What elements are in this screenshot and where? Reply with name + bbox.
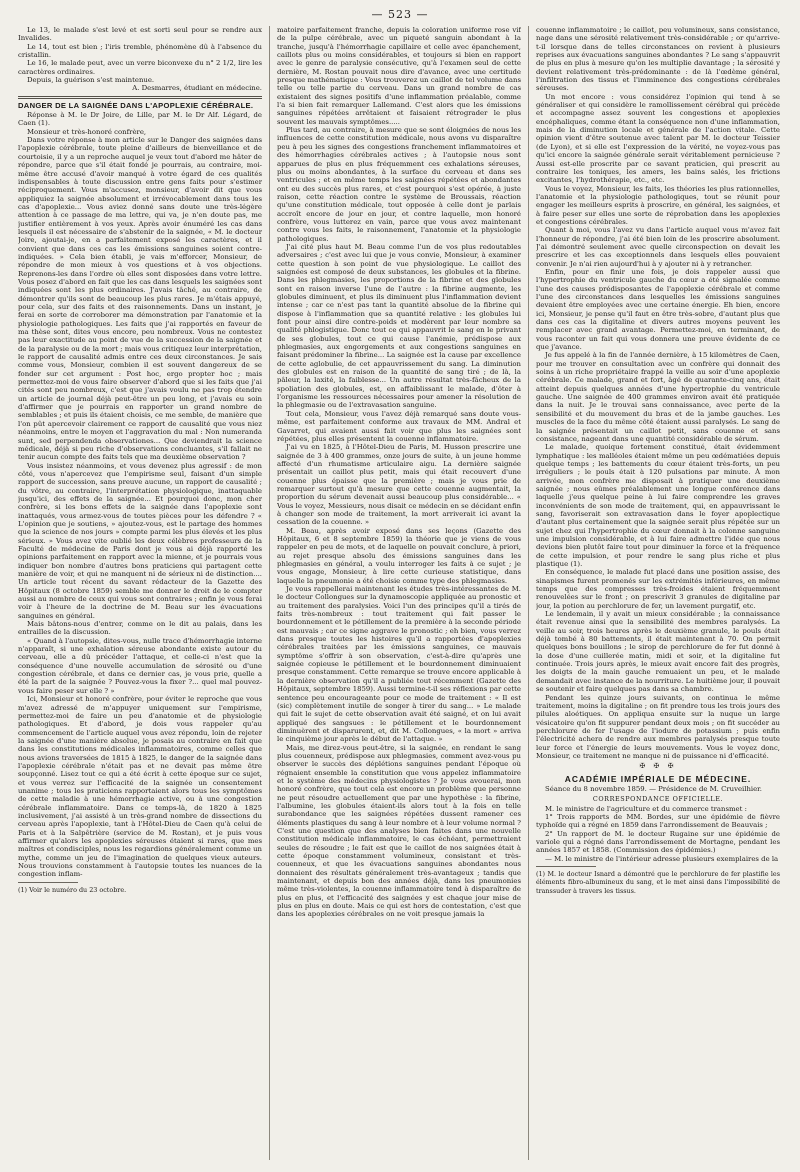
intro-paragraph: Le 16, le malade peut, avec un verre biconvexe du n° 2 1/2, lire les caractères ordinaires. xyxy=(18,59,262,76)
footnote: (1) Voir le numéro du 23 octobre. xyxy=(18,885,127,894)
ornament-divider: ✠ ✠ ✠ xyxy=(639,762,677,771)
body-paragraph: Je vous rappellerai maintenant les études très-intéressantes de M. le docteur Collongues sur la dynamoscopie appliquée au pronostic et au traitement des paralysies. Voici l'un des principes qu'il a tirés de faits très-nombreux : tout traitement qui fait passer le bourdonnement et le pétillement de la première à la seconde période est mauvais ; car ce signe aggrave le pronostic ; eh bien, vous verrez dans presque toutes les histoires qu'il a rapportées d'apoplexies cérébrales traitées par les émissions sanguines, ce mauvais symptôme s'offrir à son observation, c'est-à-dire qu'après une saignée copieuse le pétillement et le bourdonnement diminuaient presque constamment. Cette remarque se trouve encore applicable à la dernière observation qu'il a publiée tout récemment (Gazette des Hôpitaux, septembre 1859). Aussi termine-t-il ses réflexions par cette sentence peu encourageante pour ce mode de traitement : « Il est (sic) complètement inutile de songer à tirer du sang... » Le malade qui fait le sujet de cette observation avait été saigné, et on lui avait appliqué des sangsues : le pétillement et le bourdonnement diminuèrent et disparurent, et, dit M. Collongues, « la mort » arriva le cinquième jour après le début de l'attaque. » xyxy=(277,585,521,744)
intro-paragraph: Le 13, le malade s'est levé et est sorti seul pour se rendre aux Invalides. xyxy=(18,26,262,43)
section-rule xyxy=(18,96,262,99)
body-paragraph: Je fus appelé à la fin de l'année dernière, à 15 kilomètres de Caen, pour me trouver en consultation avec un confrère qui donnait des soins à un riche propriétaire frappé la veille au soir d'une apoplexie cérébrale. Ce malade, grand et fort, âgé de quarante-cinq ans, était atteint depuis quelques années d'une hypertrophie du ventricule gauche. Une saignée de 400 grammes environ avait été pratiquée dans la nuit. Je le trouvai sans connaissance, avec perte de la sensibilité et du mouvement du bras et de la jambe gauches. Les muscles de la face du même côté étaient aussi paralysés. Le sang de la saignée présentait un caillot petit, sans couenne et sans consistance, nageant dans une quantité considérable de sérum. xyxy=(536,351,780,443)
body-paragraph: Le malade, quoique fortement constitué, était évidemment lymphatique : les malléoles étaient même un peu œdématiées depuis quelque temps ; les battements du cœur étaient très-forts, un peu irréguliers ; le pouls était à 120 pulsations par minute. À mon arrivée, mon confrère me disposait à pratiquer une deuxième saignée ; nous eûmes préalablement une longue conférence dans laquelle j'eus quelque peine à lui faire comprendre les graves inconvénients de son mode de traitement, qui, en appauvrissant le sang, favoriserait son extravasation dans le foyer apoplectique d'autant plus certainement que la saignée serait plus répétée sur un sujet chez qui l'hypertrophie du cœur donnait à la colonne sanguine une impulsion considérable, et à lui faire admettre l'idée que nous devions bien plutôt faire tout pour diminuer la force et la fréquence de cette impulsion, et pour rendre le sang plus riche et plus plastique (1). xyxy=(536,443,780,568)
body-paragraph: M. Beau, après avoir exposé dans ses leçons (Gazette des Hôpitaux, 6 et 8 septembre 1859) la théorie que je viens de vous rappeler en peu de mots, et de laquelle on pouvait conclure, à priori, au rejet presque absolu des émissions sanguines dans les phlegmasies en général, a voulu interroger les faits à ce sujet ; je vous engage, Monsieur, à lire cette curieuse statistique, dans laquelle la pneumonie a été choisie comme type des phlegmasies. xyxy=(277,526,521,585)
column-divider xyxy=(269,26,270,1160)
body-paragraph: Vous insistez néanmoins, et vous devenez plus agressif : de mon côté, vous n'apercevez que l'empirisme seul, faisant d'un simple rapport de succession, sans preuve aucune, un rapport de causalité ; du vôtre, au contraire, l'interprétation physiologique, inattaquable jusqu'ici, des effets de la saignée... Et pourquoi donc, mon cher confrère, si les bons effets de la saignée dans l'apoplexie sont inattaqués, vous armez-vous de toutes pièces pour les défendre ? « L'opinion que je soutiens, » ajoutez-vous, est le partage des hommes que la science de nos jours » compte parmi les plus élevés et les plus sérieux. » Vous avez vite oublié les deux célèbres professeurs de la Faculté de médecine de Paris dont je vous ai déjà rapporté les opinions parfaitement en rapport avec la mienne, et je pourrais vous indiquer bon nombre d'autres bons praticiens qui partagent cette manière de voir, et qui ne manquent ni de sérieux ni de distinction.... Un article tout récent du savant rédacteur de la Gazette des Hôpitaux (8 octobre 1859) semble me donner le droit de le compter aussi au nombre de ceux qui vous sont contraires ; enfin je vous ferai voir à l'heure de la doctrine de M. Beau sur les évacuations sanguines en général. xyxy=(18,461,262,620)
body-paragraph: Un mot encore : vous considérez l'opinion qui tend à se généraliser et qui considère le ramollissement cérébral qui précède et accompagne assez souvent les congestions et apoplexies encéphaliques, comme étant la conséquence non d'une inflammation, mais de la diminution locale et générale de l'action vitale. Cette opinion vient d'être soutenue avec talent par M. le docteur Teissier (de Lyon), et si elle est l'expression de la vérité, ne voyez-vous pas qu'ici encore la saignée générale serait véritablement pernicieuse ? Aussi est-elle proscrite par ce savant praticien, qui prescrit au contraire les toniques, les amers, les bains salés, les frictions excitantes, l'hydrothérapie, etc., etc. xyxy=(536,92,780,185)
body-paragraph: Enfin, pour en finir une fois, je dois rappeler aussi que l'hypertrophie du ventricule gauche du cœur a été signalée comme l'une des causes prédisposantes de l'apoplexie cérébrale et comme l'une des circonstances dans lesquelles les émissions sanguines devaient être employées avec une certaine énergie. Eh bien, encore ici, Monsieur, je pense qu'il faut en être très-sobre, d'autant plus que dans ces cas la digitaline et divers autres moyens peuvent les remplacer avec grand avantage. Permettez-moi, en terminant, de vous raconter un fait qui vous donnera une preuve évidente de ce que j'avance. xyxy=(536,267,780,352)
body-paragraph: Quant à moi, vous l'avez vu dans l'article auquel vous m'avez fait l'honneur de répondre, j'ai été bien loin de les proscrire absolument. J'ai démontré seulement avec quelle circonspection on devait les prescrire et les cas exceptionnels dans lesquels elles pouvaient convenir. Je n'ai rien aujourd'hui à y ajouter ni à y retrancher. xyxy=(536,226,780,268)
session-line: Séance du 8 novembre 1859. — Présidence de M. Cruveilhier. xyxy=(545,784,762,793)
correspondence-item: 2° Un rapport de M. le docteur Rugaine sur une épidémie de variole qui a régné dans l'arrondissement de Mortagne, pendant les années 1857 et 1858. (Commission des épidémies.) xyxy=(536,829,780,855)
body-paragraph: Mais bâtons-nous d'entrer, comme on le dit au palais, dans les entrailles de la discussion. xyxy=(18,620,262,637)
body-paragraph: Pendant les quinze jours suivants, on continua le même traitement, moins la digitaline ; on fit prendre tous les trois jours des pilules aloétiques. On appliqua ensuite sur la nuque un large vésicatoire qu'on fit suppurer pendant deux mois ; on fit succéder au perchlorure de fer l'usage de l'iodure de potassium ; puis enfin l'électricité achera de rendre aux membres paralysés presque toute leur force et l'énergie de leurs mouvements. Vous le voyez donc, Monsieur, ce traitement ne manque ni de puissance ni d'efficacité. xyxy=(536,693,780,760)
intro-paragraph: Depuis, la guérison s'est maintenue. xyxy=(27,76,155,85)
intro-signature: A. Desmarres, étudiant en médecine. xyxy=(132,84,262,93)
intro-paragraph: Le 14, tout est bien ; l'iris tremble, phénomène dû à l'absence du cristallin. xyxy=(18,42,262,60)
body-paragraph: Vous le voyez, Monsieur, les faits, les théories les plus rationnelles, l'anatomie et la physiologie pathologiques, tout se réunit pour engager les meilleurs esprits à proscrire, en général, les saignées, et à faire peser sur elles une sorte de réprobation dans les apoplexies et congestions cérébrales. xyxy=(536,184,780,226)
body-paragraph: Mais, me direz-vous peut-être, si la saignée, en rendant le sang plus couenneux, prédispose aux phlegmasies, comment avez-vous pu observer le succès des déplétions sanguines pendant l'époque où régnaient ensemble la constitution que vous appelez inflammatoire et le système des médecins physiologistes ? Je vous avouerai, mon honoré confrère, que tout cela est encore un problème que personne ne peut résoudre actuellement que par une hypothèse : la fibrine, l'albumine, les globules étaient-ils alors tout à la fois en telle surabondance que les saignées répétées dussent ramener ces éléments plastiques du sang à leur nombre et à leur volume normal ? C'est une question que des analyses bien faites dans une nouvelle constitution médicale inflammatoire, le cas échéant, permettraient seules de résoudre ; le fait est que le caillot de nos saignées était à cette époque constamment volumineux, consistant et très-couenneux, et que les évacuations sanguines abondantes nous donnaient des résultats généralement très-avantageux ; tandis que maintenant, et depuis bon des années déjà, dans les pneumonies même très-violentes, la couenne inflammatoire tend à disparaître de plus en plus, et l'efficacité des saignées y est chaque jour mise de plus en plus en doute. Mais ce qui est hors de contestation, c'est que dans les apoplexies cérébrales on ne voit presque jamais la xyxy=(277,743,521,919)
body-paragraph: Tout cela, Monsieur, vous l'avez déjà remarqué sans doute vous-même, est parfaitement conforme aux travaux de MM. Andral et Gavarret, qui avaient aussi fait voir que plus les saignées sont répétées, plus elles présentent la couenne inflammatoire. xyxy=(277,409,521,443)
column-left xyxy=(18,26,262,1160)
academy-heading: ACADÉMIE IMPÉRIALE DE MÉDECINE. xyxy=(564,773,752,784)
body-paragraph: J'ai cité plus haut M. Beau comme l'un de vos plus redoutables adversaires ; c'est avec lui que je vous convie, Monsieur, à examiner cette question à son point de vue physiologique. Le caillot des saignées est composé de deux substances, les globules et la fibrine. Dans les phlegmasies, les proportions de la fibrine et des globules sont en raison inverse l'une de l'autre : la fibrine augmente, les globules diminuent, et plus ils diminuent plus l'inflammation devient intense ; car ce n'est pas tant la quantité absolue de la fibrine qui dispose à l'inflammation que sa quantité relative : les globules lui font pour ainsi dire contre-poids et modèrent par leur nombre sa qualité phlogistique. Donc tout ce qui appauvrit le sang en le privant de ses globules, tout ce qui cause l'anémie, prédispose aux phlegmasies, aux engorgements et aux congestions sanguines en faisant prédominer la fibrine... La saignée est la cause par excellence de cette aglobulie, de cet appauvrissement du sang. La diminution des globules est en raison de la quantité de sang tiré ; de là, la pâleur, la laxité, la faiblesse... Un autre résultat très-fâcheux de la spoliation des globules, est, en affaiblissant le malade, d'ôter à l'organisme les ressources nécessaires pour amener la résolution de la phlegmasie ou de l'extravasation sanguine. xyxy=(277,242,521,410)
correspondence-item: 1° Trois rapports de MM. Bordes, sur une épidémie de fièvre typhoïde qui a régné en 1859 dans l'arrondissement de Beauvais ; xyxy=(536,812,780,830)
body-paragraph: Dans votre réponse à mon article sur le Danger des saignées dans l'apoplexie cérébrale, toute pleine d'ailleurs de bienveillance et de courtoisie, il y a un reproche auquel je veux tout d'abord me hâter de répondre, parce que s'il était fondé je pourrais, au contraire, moi-même être accusé d'avoir manqué à votre égard de ces qualités indispensables à toute discussion entre gens faits pour s'estimer réciproquement. Vous m'accusez, monsieur, d'avoir dit que vous appliquiez la saignée absolument et irrévocablement dans tous les cas d'apoplexie... Vous aviez donné sans doute une très-légère attention à ce passage de ma lettre, qui va, je n'en doute pas, me justifier entièrement à vos yeux. Après avoir énuméré les cas dans lesquels il est nécessaire de s'abstenir de la saignée, « M. le docteur Joire, ajoutai-je, en a parfaitement exposé les caractères, et il convient que dans ces cas les émissions sanguines soient contre-indiquées. » Cela bien établi, je vais m'efforcer, Monsieur, de répondre de mon mieux à vos questions et à vos objections. Reprenons-les dans l'ordre où elles sont disposées dans votre lettre. Vous posez d'abord en fait que les cas dans lesquels les saignées sont indiquées sont les plus ordinaires. J'avais tâché, au contraire, de démontrer qu'ils sont de beaucoup les plus rares. Je m'étais appuyé, pour cela, sur des faits et des raisonnements. Dans un instant, je ferai en sorte de corroborer ma démonstration par l'anatomie et la physiologie pathologiques. Les faits que j'ai rapportés en faveur de ma thèse sont, dites vous encore, peu nombreux. Vous ne contestez pas leur exactitude au point de vue de la succession de la saignée et de la paralysie ou de la mort ; mais vous critiquez leur interprétation, le rapport de causalité admis entre ces deux circonstances. Je sais comme vous, Monsieur, combien il est souvent dangereux de se fonder sur cet argument : Post hoc, ergo propter hoc ; mais permettez-moi de vous faire observer d'abord que si les faits que j'ai cités sont peu nombreux, c'est que j'avais voulu ne pas trop étendre un article de journal déjà peut-être un peu long, et j'avais eu soin d'affirmer que je pourrais en rapporter un grand nombre de semblables ; et puis ils étaient choisis, ce me semble, de manière que l'on pût apercevoir clairement ce rapport de causalité que vous niez néanmoins, entre le moyen et l'aggravation du mal : Non numeranda sunt, sed perpendenda observationes... Que deviendrait la science médicale, déjà si peu riche d'observations concluantes, s'il fallait ne tenir aucun compte des faits tels que ma deuxième observation ? xyxy=(18,136,262,462)
body-paragraph: « Quand à l'autopsie, dites-vous, nulle trace d'hémorrhagie interne n'apparaît, si une exhalation séreuse abondante existe autour du cerveau, elle a dû précéder l'attaque, et celle-ci n'est que la conséquence d'une nouvelle accumulation de sérosité ou d'une congestion cérébrale, et dans ce dernier cas, je vous prie, quelle a été la part de la saignée ? Pouvez-vous la fixer ?... quel mal pouvez-vous faire peser sur elle ? » xyxy=(18,636,262,695)
reply-line: Réponse à M. le Dr Joire, de Lille, par M. le Dr Alf. Légard, de Caen (1). xyxy=(18,111,262,128)
body-paragraph: Plus tard, au contraire, à mesure que se sont éloignées de nous les influences de cette constitution médicale, nous avons vu disparaître peu à peu les signes des congestions franchement inflammatoires et des hémorrhagies cérébrales actives ; à l'autopsie nous sont apparues de plus en plus fréquemment ces exhalations séreuses, plus ou moins abondantes, à la surface du cerveau et dans ses ventricules ; et en même temps les saignées répétées et abondantes ont eu des succès plus rares, et c'est pourquoi s'est opérée, à juste raison, cette réaction contre le système de Broussais, réaction qu'une constitution médicale, tout opposée à celle dont je parlais accroît encore de jour en jour, et contre laquelle, mon honoré confrère, vous lutterez en vain, parce que vous avez maintenant contre vous les faits, le raisonnement, l'anatomie et la physiologie pathologiques. xyxy=(277,126,521,243)
body-paragraph: J'ai vu en 1825, à l'Hôtel-Dieu de Paris, M. Husson prescrire une saignée de 3 à 400 grammes, onze jours de suite, à un jeune homme affecté d'un rhumatisme articulaire aigu. La dernière saignée présentait un caillot plus petit, mais qui était recouvert d'une couenne plus épaisse que la première ; mais je vous prie de remarquer surtout qu'à mesure que cette couenne augmentait, la proportion du sérum devenait aussi beaucoup plus considérable... « Vous le voyez, Messieurs, nous disait ce médecin en se décidant enfin à changer son mode de traitement, la mort arriverait ici avant la cessation de la couenne. » xyxy=(277,443,521,527)
article-heading: DANGER DE LA SAIGNÉE DANS L'APOPLEXIE CÉRÉBRALE. xyxy=(18,100,254,110)
footnote: (1) M. le docteur Isnard a démontré que le perchlorure de fer plastifie les éléments fibro-albumineux du sang, et le met ainsi dans l'impossibilité de transsuder à travers les tissus. xyxy=(536,870,780,895)
correspondence-heading: CORRESPONDANCE OFFICIELLE. xyxy=(592,795,724,804)
body-paragraph: matoire parfaitement franche, depuis la coloration uniforme rose vif de la pulpe cérébrale, avec un piqueté sanguin abondant à la tranche, jusqu'à l'hémorrhagie capillaire et celle avec épanchement, caillots plus ou moins considérables, et toujours si bien en rapport avec le genre de paralysie consécutive, qu'à l'examen seul de cette dernière, M. Rostan pouvait nous dire d'avance, avec une certitude presque mathématique : Vous trouverez un caillot de tel volume dans telle ou telle partie du cerveau. Dans un grand nombre de cas existaient des signes positifs d'une inflammation préalable, comme l'a si bien fait remarquer Lallemand. C'est alors que les émissions sanguines répétées arrêtaient et faisaient rétrograder le plus souvent les mauvais symptômes..... xyxy=(277,26,521,126)
footnote-rule xyxy=(18,882,78,883)
footnote-rule xyxy=(536,866,596,867)
body-paragraph: En conséquence, le malade fut placé dans une position assise, des sinapismes furent promenés sur les extrémités inférieures, en même temps que des compresses très-froides étaient fréquemment renouvelées sur le front ; on prescrivit 3 granules de digitaline par jour, la potion au perchlorure de fer, un lavement purgatif, etc. xyxy=(536,568,780,610)
correspondence-item: — M. le ministre de l'intérieur adresse plusieurs exemplaires de la xyxy=(545,854,779,863)
column-divider xyxy=(528,26,529,1160)
page-number: — 523 — xyxy=(371,8,429,21)
salutation: Monsieur et très-honoré confrère, xyxy=(27,127,147,136)
correspondence-item: M. le ministre de l'agriculture et du commerce transmet : xyxy=(545,804,747,813)
column-right xyxy=(536,26,780,1160)
body-paragraph: Le lendemain, il y avait un mieux considérable ; la connaissance était revenue ainsi que la sensibilité des membres paralysés. La veille au soir, trois heures après le deuxième granule, le pouls était déjà tombé à 80 battements, il était maintenant à 70. On permit quelques bons bouillons ; le sirop de perchlorure de fer fut donné à la dose d'une cuillerée matin, midi et soir, et la digitaline fut continuée. Trois jours après, le mieux avait encore fait des progrès, les doigts de la main gauche remuaient un peu, et le malade demandait avec instance de la nourriture. Le huitième jour, il pouvait se soutenir et faire quelques pas dans sa chambre. xyxy=(536,610,780,694)
body-paragraph: Ici, Monsieur et honoré confrère, pour éviter le reproche que vous m'avez adressé de m'appuyer uniquement sur l'empirisme, permettez-moi de faire un peu d'anatomie et de physiologie pathologiques. Et d'abord, je dois vous rappeler qu'au commencement de l'article auquel vous avez répondu, loin de rejeter la saignée d'une manière absolue, je posais au contraire en fait que dans les constitutions médicales inflammatoires, comme celles que nous avions traversées de 1815 à 1825, le danger de la saignée dans l'apoplexie cérébrale n'était pas et ne devait pas même être soupçonné. Lisez tout ce qui a été écrit à cette époque sur ce sujet, et vous verrez sur l'efficacité de la saignée un consentement unanime ; tous les praticiens rapportaient alors tous les symptômes de cette maladie à une hémorrhagie active, ou à une congestion cérébrale inflammatoire. Dans ce temps-là, de 1820 à 1825 inclusivement, j'ai assisté à un très-grand nombre de dissections du cerveau après l'apoplexie, tant à l'Hôtel-Dieu de Caen qu'à celui de Paris et à la Salpêtrière (service de M. Rostan), et je puis vous affirmer qu'alors les apoplexies séreuses étaient si rares, que mes maîtres et condisciples, nous les regardions généralement comme un mythe, comme un jeu de l'imagination de quelques vieux auteurs. Nous trouvions constamment à l'autopsie toutes les nuances de la congestion inflam- xyxy=(18,695,262,879)
body-paragraph: couenne inflammatoire ; le caillot, peu volumineux, sans consistance, nage dans une sérosité relativement très-considérable ; or qu'arrive-t-il lorsque dans de telles circonstances on revient à plusieurs reprises aux évacuations sanguines abondantes ? Le sang s'appauvrit de plus en plus à mesure qu'on les multiplie davantage ; la sérosité y devient relativement très-prédominante : de là l'œdème général, l'infiltration des tissus et l'imminence des congestions cérébrales séreuses. xyxy=(536,26,780,93)
column-middle xyxy=(277,26,521,1160)
